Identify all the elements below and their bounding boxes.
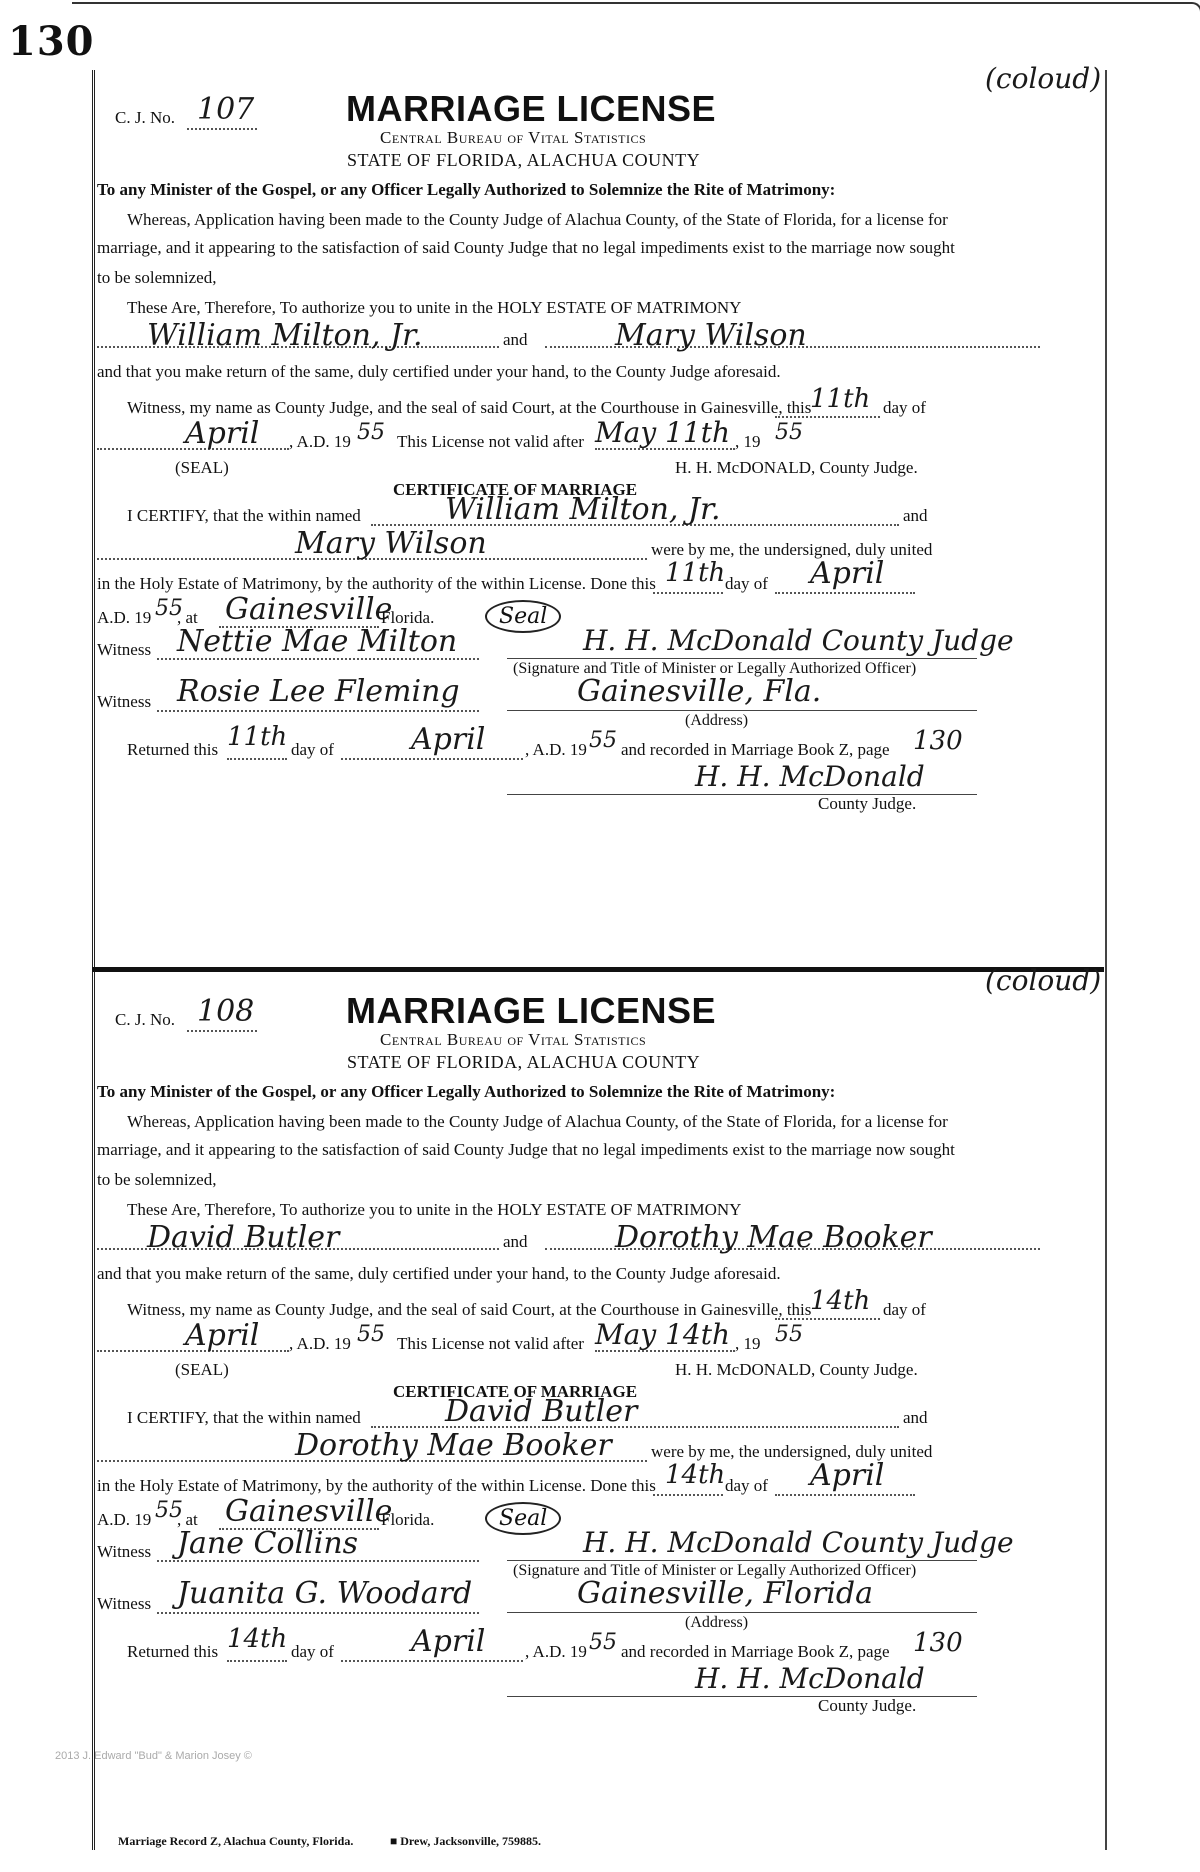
officiant-signature-line [507,658,977,659]
cj-number: 108 [197,994,255,1029]
ad-prefix: A.D. 19 [97,1510,152,1529]
not-valid-after-label: This License not valid after [397,432,584,451]
done-year: 55 [155,1498,183,1523]
officiant-signature: H. H. McDonald County Judge [583,624,1014,657]
returned-day-line [227,758,287,760]
seal-handwritten: Seal [485,1502,561,1535]
witness-2: Rosie Lee Fleming [177,674,460,709]
done-day-of-label: day of [725,1476,768,1495]
copyright-watermark: 2013 J. Edward "Bud" & Marion Josey © [55,1750,252,1762]
witness-label-2: Witness [97,1594,152,1613]
groom-name: William Milton, Jr. [147,318,423,353]
expiry-date: May 14th [595,1318,730,1351]
license-month: April [185,1318,260,1353]
witness-clause: Witness, my name as County Judge, and the seal of said Court, at the Courthouse in Gainesville, this [127,1300,812,1319]
county-judge-label: County Judge. [818,794,917,813]
bride-name: Dorothy Mae Booker [615,1220,932,1255]
license-year: 55 [357,420,385,445]
cj-number: 107 [197,92,255,127]
bullet-icon: ■ [390,1834,398,1848]
address-caption: (Address) [685,712,749,729]
done-month-line [775,1494,915,1496]
bride-name: Mary Wilson [615,318,807,353]
cj-label: C. J. No. [115,1010,175,1029]
seal-handwritten: Seal [485,600,561,633]
done-month-line [775,592,915,594]
officiant-signature-line [507,1560,977,1561]
recorded-text: and recorded in Marriage Book Z, page [621,740,890,759]
salutation: To any Minister of the Gospel, or any Officer Legally Authorized to Solemnize the Rite of Matrimony: [97,1082,836,1101]
page-number: 130 [8,18,95,65]
expiry-year: 55 [775,420,803,445]
seal-label: (SEAL) [175,458,229,477]
returned-day: 11th [227,722,288,752]
address-caption: (Address) [685,1614,749,1631]
at-word: , at [177,608,198,627]
certificate-title: CERTIFICATE OF MARRIAGE [393,480,638,499]
colour-note: (coloud) [985,62,1102,95]
witness-label-1: Witness [97,1542,152,1561]
returned-month-line [341,1660,523,1662]
license-day-line [775,1318,880,1320]
returned-ad-label: , A.D. 19 [525,740,587,759]
returned-year: 55 [589,1630,617,1655]
officiant-address: Gainesville, Florida [577,1576,873,1611]
and-word: and [503,1232,528,1251]
groom-name: David Butler [147,1220,340,1255]
returned-day-of-label: day of [291,1642,334,1661]
ad-prefix: A.D. 19 [97,608,152,627]
bureau-name: Central Bureau of Vital Statistics [380,128,647,147]
license-title: MARRIAGE LICENSE [346,88,717,129]
license-year: 55 [357,1322,385,1347]
officiant-signature: H. H. McDonald County Judge [583,1526,1014,1559]
return-text: and that you make return of the same, duly certified under your hand, to the County Judge aforesaid. [97,1264,781,1283]
returned-month: April [411,722,486,757]
returned-day: 14th [227,1624,288,1654]
done-month: April [810,556,885,591]
ad-label: , A.D. 19 [289,1334,351,1353]
whereas-line-2: marriage, and it appearing to the satisfaction of said County Judge that no legal impediments exist to the marriage now sought [97,1140,955,1159]
cert-bride: Mary Wilson [295,526,487,561]
day-of-label: day of [883,398,926,417]
license-day: 14th [810,1286,871,1316]
bureau-name: Central Bureau of Vital Statistics [380,1030,647,1049]
officiant-address: Gainesville, Fla. [577,674,822,709]
page-border-line [72,2,1200,18]
done-day-line [653,1494,723,1496]
were-united-text: were by me, the undersigned, duly united [651,1442,933,1461]
recorded-text: and recorded in Marriage Book Z, page [621,1642,890,1661]
ad-label: , A.D. 19 [289,432,351,451]
certify-text: I CERTIFY, that the within named [127,506,361,525]
done-day: 11th [665,558,726,588]
salutation: To any Minister of the Gospel, or any Officer Legally Authorized to Solemnize the Rite of Matrimony: [97,180,836,199]
returned-ad-label: , A.D. 19 [525,1642,587,1661]
expiry-date: May 11th [595,416,730,449]
were-united-text: were by me, the undersigned, duly united [651,540,933,559]
record-page: 130 [913,1628,963,1658]
cert-and-word: and [903,506,928,525]
done-day: 14th [665,1460,726,1490]
whereas-line-1: Whereas, Application having been made to the County Judge of Alachua County, of the State of Florida, for a license for [127,1112,948,1131]
license-day-line [775,416,880,418]
witness-label-1: Witness [97,640,152,659]
holy-estate-text: in the Holy Estate of Matrimony, by the authority of the within License. Done this [97,574,656,593]
seal-label: (SEAL) [175,1360,229,1379]
footer-printer-text: Drew, Jacksonville, 759885. [400,1834,542,1848]
license-title: MARRIAGE LICENSE [346,990,717,1031]
recorder-signature: H. H. McDonald [695,1662,925,1695]
cert-groom: William Milton, Jr. [445,492,721,527]
witness-1: Nettie Mae Milton [177,624,458,659]
returned-year: 55 [589,728,617,753]
colour-note: (coloud) [985,964,1102,997]
witness-label-2: Witness [97,692,152,711]
cj-number-line [187,1030,257,1032]
cert-groom: David Butler [445,1394,638,1429]
day-of-label: day of [883,1300,926,1319]
expiry-year: 55 [775,1322,803,1347]
witness-1: Jane Collins [177,1526,359,1561]
returned-this-label: Returned this [127,740,219,759]
license-section-2 [95,964,1102,1872]
returned-month: April [411,1624,486,1659]
signature-caption: (Signature and Title of Minister or Legally Authorized Officer) [513,660,917,677]
done-month: April [810,1458,885,1493]
authorize-text: These Are, Therefore, To authorize you to unite in the HOLY ESTATE OF MATRIMONY [127,1200,742,1219]
authorize-text: These Are, Therefore, To authorize you to unite in the HOLY ESTATE OF MATRIMONY [127,298,742,317]
witness-clause: Witness, my name as County Judge, and the seal of said Court, at the Courthouse in Gainesville, this [127,398,812,417]
cert-and-word: and [903,1408,928,1427]
footer-printer [390,1834,541,1849]
record-page: 130 [913,726,963,756]
judge-label: H. H. McDONALD, County Judge. [675,1360,918,1379]
certify-text: I CERTIFY, that the within named [127,1408,361,1427]
returned-this-label: Returned this [127,1642,219,1661]
done-place: Gainesville [225,1494,393,1529]
officiant-address-line [507,710,977,711]
license-day: 11th [810,384,871,414]
state-county: STATE OF FLORIDA, ALACHUA COUNTY [347,1052,701,1072]
returned-day-of-label: day of [291,740,334,759]
state-county: STATE OF FLORIDA, ALACHUA COUNTY [347,150,701,170]
recorder-signature: H. H. McDonald [695,760,925,793]
holy-estate-text: in the Holy Estate of Matrimony, by the authority of the within License. Done this [97,1476,656,1495]
witness-2: Juanita G. Woodard [177,1576,473,1611]
expiry-year-label: , 19 [735,432,761,451]
and-word: and [503,330,528,349]
done-place: Gainesville [225,592,393,627]
county-judge-label: County Judge. [818,1696,917,1715]
witness-2-line [157,1612,479,1614]
at-word: , at [177,1510,198,1529]
whereas-line-3: to be solemnized, [97,268,217,287]
officiant-address-line [507,1612,977,1613]
cj-label: C. J. No. [115,108,175,127]
cert-bride: Dorothy Mae Booker [295,1428,612,1463]
florida-label: Florida. [381,1510,435,1529]
license-section-1 [95,62,1102,970]
done-year: 55 [155,596,183,621]
whereas-line-1: Whereas, Application having been made to the County Judge of Alachua County, of the State of Florida, for a license for [127,210,948,229]
judge-label: H. H. McDONALD, County Judge. [675,458,918,477]
expiry-year-label: , 19 [735,1334,761,1353]
footer-record-line: Marriage Record Z, Alachua County, Florida. [118,1834,354,1848]
certificate-title: CERTIFICATE OF MARRIAGE [393,1382,638,1401]
cj-number-line [187,128,257,130]
whereas-line-3: to be solemnized, [97,1170,217,1189]
done-day-line [653,592,723,594]
witness-2-line [157,710,479,712]
license-month: April [185,416,260,451]
whereas-line-2: marriage, and it appearing to the satisfaction of said County Judge that no legal impediments exist to the marriage now sought [97,238,955,257]
done-day-of-label: day of [725,574,768,593]
not-valid-after-label: This License not valid after [397,1334,584,1353]
florida-label: Florida. [381,608,435,627]
signature-caption: (Signature and Title of Minister or Legally Authorized Officer) [513,1562,917,1579]
return-text: and that you make return of the same, duly certified under your hand, to the County Judge aforesaid. [97,362,781,381]
returned-month-line [341,758,523,760]
returned-day-line [227,1660,287,1662]
